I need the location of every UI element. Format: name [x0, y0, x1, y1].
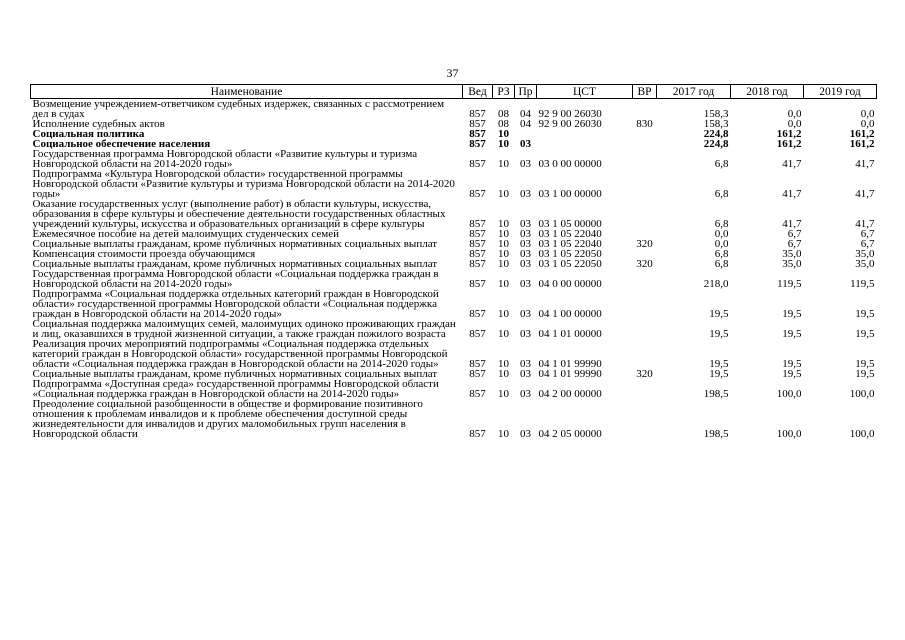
cell-y2019: 0,0 — [860, 108, 875, 120]
cell-pr: 03 — [520, 248, 531, 260]
cell-cst: 92 9 00 26030 — [538, 118, 602, 130]
cell-pr: 03 — [520, 388, 531, 400]
cell-name: Возмещение учреждением-ответчиком судебных издержек, связанных с рассмотрением дел в судах — [32, 98, 445, 120]
cell-cst: 03 1 05 22050 — [538, 258, 602, 270]
cell-name: Государственная программа Новгородской области «Социальная поддержка граждан в Новгородской области на 2014-2020 годы» — [32, 268, 439, 290]
cell-pr: 03 — [520, 278, 531, 290]
cell-rz: 08 — [498, 118, 509, 130]
cell-ved: 857 — [469, 328, 486, 340]
header-pr: Пр — [515, 85, 537, 99]
cell-rz: 10 — [498, 278, 509, 290]
cell-name: Исполнение судебных актов — [32, 118, 165, 130]
cell-y2017: 218,0 — [703, 278, 729, 290]
cell-y2018: 161,2 — [776, 128, 802, 140]
cell-y2018: 35,0 — [782, 258, 802, 270]
cell-cst: 04 2 05 00000 — [538, 428, 602, 440]
cell-cst — [537, 129, 633, 139]
cell-y2018: 0,0 — [787, 108, 802, 120]
cell-pr: 04 — [520, 108, 531, 120]
cell-ved: 857 — [469, 278, 486, 290]
cell-rz: 10 — [498, 248, 509, 260]
cell-ved: 857 — [469, 248, 486, 260]
cell-y2018: 19,5 — [782, 358, 802, 370]
table-row — [31, 199, 877, 229]
cell-name: Реализация прочих мероприятий подпрограммы «Социальная поддержка отдельных категорий граждан в Новгородской области» государственной программы Новгородской области «Социальная поддержка граждан в Новгородской области на 2014-2020 годы» — [32, 338, 448, 370]
table-row — [31, 339, 877, 369]
cell-name: Компенсация стоимости проезда обучающимся — [32, 248, 256, 260]
cell-vr — [633, 399, 657, 439]
cell-rz: 10 — [498, 368, 509, 380]
cell-pr: 03 — [520, 428, 531, 440]
cell-y2018: 161,2 — [776, 138, 802, 150]
cell-y2018: 19,5 — [782, 328, 802, 340]
table-row — [31, 399, 877, 439]
cell-y2019: 19,5 — [855, 358, 875, 370]
cell-rz: 10 — [498, 218, 509, 230]
cell-cst: 92 9 00 26030 — [538, 108, 602, 120]
table-body — [31, 99, 877, 440]
header-2017: 2017 год — [657, 85, 731, 99]
cell-rz: 10 — [498, 128, 509, 140]
cell-cst: 03 1 00 00000 — [538, 188, 602, 200]
cell-name: Социальные выплаты гражданам, кроме публичных нормативных социальных выплат — [32, 258, 438, 270]
table-row — [31, 149, 877, 169]
cell-y2017: 19,5 — [709, 308, 729, 320]
header-cst: ЦСТ — [537, 85, 633, 99]
cell-cst: 04 1 01 00000 — [538, 328, 602, 340]
cell-name: Социальное обеспечение населения — [32, 138, 211, 150]
cell-y2019: 19,5 — [855, 368, 875, 380]
cell-y2017: 6,8 — [714, 258, 729, 270]
cell-y2017: 6,8 — [714, 188, 729, 200]
cell-ved: 857 — [469, 368, 486, 380]
cell-pr: 03 — [520, 238, 531, 250]
cell-vr — [633, 379, 657, 399]
cell-vr — [633, 289, 657, 319]
cell-y2019: 41,7 — [855, 218, 875, 230]
cell-pr: 03 — [520, 228, 531, 240]
cell-y2017: 6,8 — [714, 158, 729, 170]
cell-rz: 10 — [498, 228, 509, 240]
cell-pr: 03 — [520, 258, 531, 270]
cell-pr: 03 — [520, 138, 531, 150]
cell-y2017: 224,8 — [703, 128, 729, 140]
table-row — [31, 269, 877, 289]
cell-ved: 857 — [469, 218, 486, 230]
cell-y2018: 41,7 — [782, 158, 802, 170]
cell-cst: 03 1 05 22040 — [538, 238, 602, 250]
cell-y2019: 6,7 — [860, 228, 875, 240]
cell-y2019: 41,7 — [855, 158, 875, 170]
cell-ved: 857 — [469, 108, 486, 120]
cell-y2018: 100,0 — [776, 388, 802, 400]
cell-name: Ежемесячное пособие на детей малоимущих студенческих семей — [32, 228, 339, 240]
cell-y2017: 6,8 — [714, 218, 729, 230]
cell-ved: 857 — [469, 128, 486, 140]
cell-vr — [633, 319, 657, 339]
cell-pr: 03 — [520, 218, 531, 230]
cell-pr: 03 — [520, 158, 531, 170]
cell-vr — [633, 99, 657, 120]
cell-rz: 08 — [498, 108, 509, 120]
cell-ved: 857 — [469, 358, 486, 370]
cell-pr: 03 — [520, 358, 531, 370]
header-2018: 2018 год — [731, 85, 804, 99]
cell-name: Оказание государственных услуг (выполнение работ) в области культуры, искусства, образования в сфере культуры и обеспечение деятельности государственных областных учреждений культуры, искусства и образовательных организаций в сфере культуры — [32, 198, 446, 230]
cell-rz: 10 — [498, 358, 509, 370]
cell-vr — [633, 169, 657, 199]
cell-y2019: 19,5 — [855, 308, 875, 320]
cell-y2019: 6,7 — [860, 238, 875, 250]
cell-y2018: 100,0 — [776, 428, 802, 440]
cell-vr — [633, 199, 657, 229]
cell-y2019: 161,2 — [849, 128, 875, 140]
cell-y2019: 119,5 — [850, 278, 875, 290]
cell-y2018: 41,7 — [782, 218, 802, 230]
table-row — [31, 99, 877, 120]
page-number: 37 — [446, 66, 459, 80]
cell-cst: 04 2 00 00000 — [538, 388, 602, 400]
cell-pr: 03 — [520, 308, 531, 320]
table-row — [31, 289, 877, 319]
cell-name: Преодоление социальной разобщенности в обществе и формирование позитивного отношения к проблемам инвалидов и к проблеме обеспечения доступной среды жизнедеятельности для инвалидов и других маломобильных групп населения в Новгородской области — [32, 398, 423, 440]
cell-vr — [633, 139, 657, 149]
cell-y2017: 19,5 — [709, 368, 729, 380]
cell-ved: 857 — [469, 308, 486, 320]
cell-y2019: 0,0 — [860, 118, 875, 130]
cell-ved: 857 — [469, 188, 486, 200]
cell-y2019: 19,5 — [855, 328, 875, 340]
cell-cst: 03 0 00 00000 — [538, 158, 602, 170]
cell-y2017: 6,8 — [714, 248, 729, 260]
cell-rz: 10 — [498, 428, 509, 440]
cell-name: Государственная программа Новгородской области «Развитие культуры и туризма Новгородской области на 2014-2020 годы» — [32, 148, 418, 170]
cell-vr: 320 — [636, 238, 653, 250]
cell-ved: 857 — [469, 238, 486, 250]
header-name: Наименование — [31, 85, 463, 99]
cell-name: Подпрограмма «Доступная среда» государственной программы Новгородской области «Социальная поддержка граждан в Новгородской области на 2014-2020 годы» — [32, 378, 439, 400]
cell-cst — [537, 139, 633, 149]
header-2019: 2019 год — [804, 85, 877, 99]
cell-y2018: 35,0 — [782, 248, 802, 260]
cell-cst: 03 1 05 22040 — [538, 228, 602, 240]
cell-rz: 10 — [498, 258, 509, 270]
cell-y2018: 6,7 — [787, 238, 802, 250]
cell-y2018: 41,7 — [782, 188, 802, 200]
table-row — [31, 169, 877, 199]
cell-name: Социальная поддержка малоимущих семей, малоимущих одиноко проживающих граждан и лиц, оказавшихся в трудной жизненной ситуации, а также граждан пожилого возраста — [32, 318, 456, 340]
cell-cst: 04 1 01 99990 — [538, 358, 602, 370]
cell-vr: 830 — [636, 118, 653, 130]
cell-rz: 10 — [498, 158, 509, 170]
cell-cst: 03 1 05 00000 — [538, 218, 602, 230]
cell-vr — [633, 149, 657, 169]
cell-ved: 857 — [469, 138, 486, 150]
cell-y2017: 198,5 — [703, 428, 729, 440]
cell-y2018: 6,7 — [787, 228, 802, 240]
cell-y2017: 0,0 — [714, 238, 729, 250]
cell-y2017: 224,8 — [703, 138, 729, 150]
cell-cst: 03 1 05 22050 — [538, 248, 602, 260]
cell-y2019: 100,0 — [849, 428, 875, 440]
cell-y2019: 161,2 — [849, 138, 875, 150]
header-vr: ВР — [633, 85, 657, 99]
cell-vr: 320 — [636, 368, 653, 380]
cell-y2019: 100,0 — [849, 388, 875, 400]
cell-y2017: 0,0 — [714, 228, 729, 240]
cell-vr — [633, 339, 657, 369]
cell-y2017: 19,5 — [709, 328, 729, 340]
cell-rz: 10 — [498, 238, 509, 250]
cell-y2018: 19,5 — [782, 308, 802, 320]
cell-y2019: 35,0 — [855, 248, 875, 260]
table-header-row — [31, 85, 877, 99]
cell-name: Социальные выплаты гражданам, кроме публичных нормативных социальных выплат — [32, 368, 438, 380]
cell-y2017: 19,5 — [709, 358, 729, 370]
cell-ved: 857 — [469, 228, 486, 240]
cell-y2017: 198,5 — [703, 388, 729, 400]
cell-y2017: 158,3 — [703, 108, 729, 120]
header-ved: Вед — [463, 85, 493, 99]
cell-ved: 857 — [469, 428, 486, 440]
table-row — [31, 379, 877, 399]
cell-rz: 10 — [498, 188, 509, 200]
cell-y2019: 41,7 — [855, 188, 875, 200]
cell-pr: 04 — [520, 118, 531, 130]
cell-ved: 857 — [469, 388, 486, 400]
cell-vr — [633, 269, 657, 289]
cell-cst: 04 0 00 00000 — [538, 278, 602, 290]
cell-pr: 03 — [520, 328, 531, 340]
cell-name: Подпрограмма «Социальная поддержка отдельных категорий граждан в Новгородской области» государственной программы Новгородской области «Социальная поддержка граждан в Новгородской области на 2014-2020 годы» — [32, 288, 439, 320]
cell-y2019: 35,0 — [855, 258, 875, 270]
cell-ved: 857 — [469, 258, 486, 270]
cell-rz: 10 — [498, 138, 509, 150]
cell-y2017: 158,3 — [703, 118, 729, 130]
cell-rz: 10 — [498, 308, 509, 320]
cell-pr: 03 — [520, 368, 531, 380]
table-row — [31, 119, 877, 129]
cell-rz: 10 — [498, 388, 509, 400]
cell-y2018: 19,5 — [782, 368, 802, 380]
cell-y2018: 119,5 — [777, 278, 802, 290]
cell-vr — [633, 129, 657, 139]
cell-vr: 320 — [636, 258, 653, 270]
budget-table — [30, 84, 877, 439]
cell-cst: 04 1 01 99990 — [538, 368, 602, 380]
cell-name: Социальные выплаты гражданам, кроме публичных нормативных социальных выплат — [32, 238, 438, 250]
cell-name: Подпрограмма «Культура Новгородской области» государственной программы Новгородской области «Развитие культуры и туризма Новгородской области на 2014-2020 годы» — [32, 168, 455, 200]
cell-rz: 10 — [498, 328, 509, 340]
table-row — [31, 319, 877, 339]
cell-cst: 04 1 00 00000 — [538, 308, 602, 320]
cell-pr: 03 — [520, 188, 531, 200]
cell-y2018: 0,0 — [787, 118, 802, 130]
cell-ved: 857 — [469, 158, 486, 170]
cell-ved: 857 — [469, 118, 486, 130]
cell-name: Социальная политика — [32, 128, 145, 140]
header-rz: РЗ — [493, 85, 515, 99]
